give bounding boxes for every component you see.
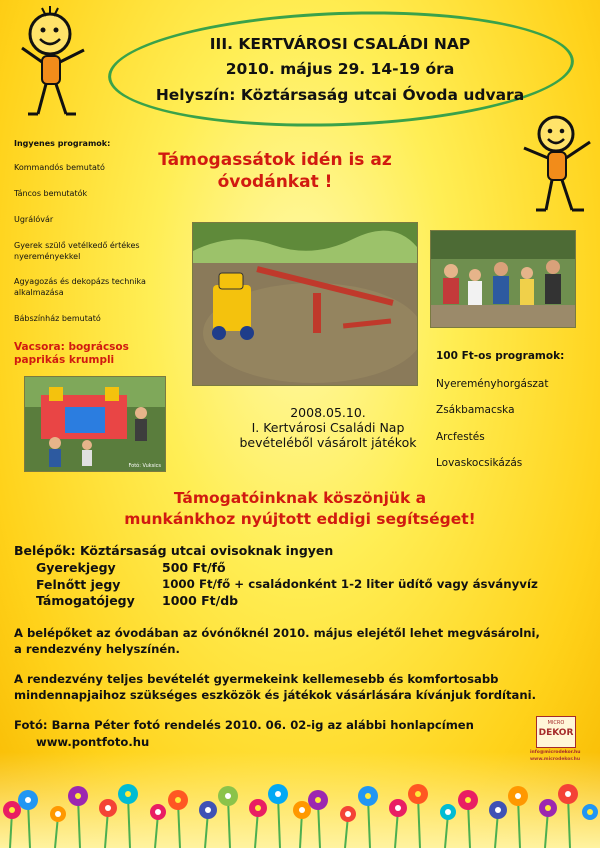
- logo-main-text: DEKOR: [538, 728, 574, 738]
- free-program-item: Agyagozás és dekopázs technika: [14, 277, 146, 286]
- playground-photo: [192, 222, 418, 386]
- logo-top-text: MICRO: [547, 720, 565, 726]
- dinner-info: [14, 341, 134, 367]
- free-program-item: Kommandós bemutató: [14, 163, 105, 172]
- free-program-item: nyereményekkel: [14, 252, 81, 261]
- free-program-item: Gyerek szülő vetélkedő értékes: [14, 241, 140, 250]
- flower-border-icon: [0, 752, 600, 848]
- info2-line2: mindennapjaihoz szükséges eszközök és játékok vásárlására kívánjuk fordítani.: [14, 688, 537, 702]
- ticket-price: 500 Ft/fő: [162, 560, 226, 575]
- event-title: III. KERTVÁROSI CSALÁDI NAP: [209, 35, 471, 53]
- ticket-name: Gyerekjegy: [36, 560, 116, 575]
- paid-program-item: Nyereményhorgászat: [436, 378, 549, 390]
- crowd-photo: [430, 230, 576, 328]
- ticket-name: Támogatójegy: [36, 593, 135, 608]
- info1-line1: A belépőket az óvodában az óvónőknél 2010. május elejétől lehet megvásárolni,: [14, 626, 540, 640]
- photo-credit-small: Fotó: Vuksics: [128, 463, 161, 469]
- dinner-line1: Vacsora: bográcsos: [14, 341, 129, 353]
- paid-program-item: Lovaskocsikázás: [436, 457, 523, 469]
- stick-figure-left-icon: [8, 6, 108, 124]
- free-programs-title: Ingyenes programok:: [14, 139, 111, 148]
- free-program-item: Ugrálóvár: [14, 215, 54, 224]
- ticket-name: Felnőtt jegy: [36, 577, 121, 592]
- slogan-line2: óvodánkat !: [217, 172, 333, 192]
- free-program-item: alkalmazása: [14, 288, 64, 297]
- info1-line2: a rendezvény helyszínén.: [14, 642, 180, 656]
- thanks-line1: Támogatóinknak köszönjük a: [173, 489, 427, 507]
- ticket-price: 1000 Ft/db: [162, 593, 239, 608]
- event-location: Helyszín: Köztársaság utcai Óvoda udvara: [155, 86, 525, 104]
- bouncy-castle-photo: [24, 376, 166, 472]
- info2-line1: A rendezvény teljes bevételét gyermekeink kellemesebb és komfortosabb: [14, 672, 499, 686]
- photo-info-line1: Fotó: Barna Péter fotó rendelés 2010. 06. 02-ig az alábbi honlapcímen: [14, 718, 474, 732]
- paid-program-item: Zsákbamacska: [436, 404, 515, 416]
- microdekor-logo: [536, 716, 576, 748]
- ticket-price: 1000 Ft/fő + családonként 1-2 liter üdítő vagy ásványvíz: [162, 577, 538, 591]
- thanks-line2: munkánkhoz nyújtott eddigi segítséget!: [124, 510, 476, 528]
- website-link[interactable]: www.pontfoto.hu: [36, 735, 150, 749]
- paid-program-item: Arcfestés: [436, 431, 485, 443]
- tickets-intro: Belépők: Köztársaság utcai ovisoknak ingyen: [14, 543, 334, 558]
- event-date: 2010. május 29. 14-19 óra: [225, 60, 455, 78]
- paid-programs-title: 100 Ft-os programok:: [436, 350, 565, 362]
- caption-date: 2008.05.10.: [290, 405, 366, 420]
- stick-figure-right-icon: [512, 112, 600, 222]
- caption-line3: bevételéből vásárolt játékok: [239, 435, 417, 450]
- dinner-line2: paprikás krumpli: [14, 354, 115, 366]
- free-program-item: Táncos bemutatók: [14, 189, 88, 198]
- caption-line2: I. Kertvárosi Családi Nap: [251, 420, 405, 435]
- free-program-item: Bábszínház bemutató: [14, 314, 101, 323]
- slogan-line1: Támogassátok idén is az: [158, 150, 392, 170]
